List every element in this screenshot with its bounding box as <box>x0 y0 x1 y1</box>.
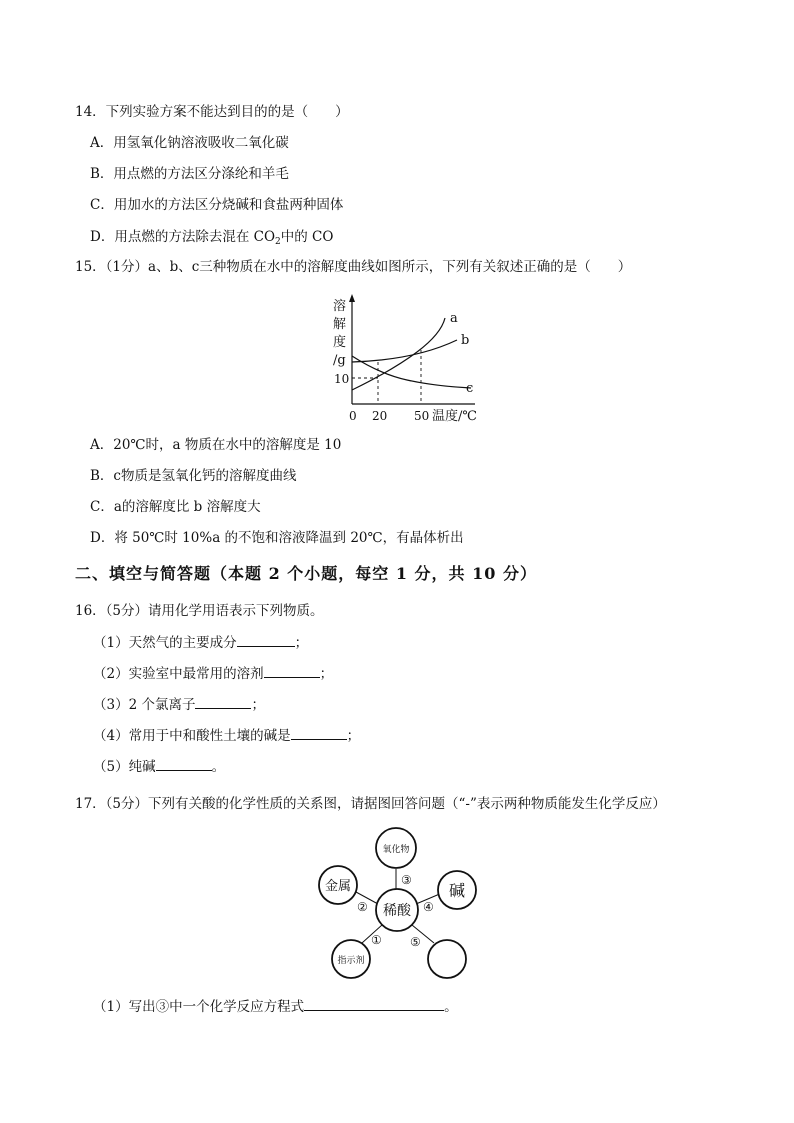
answer-blank-1[interactable] <box>237 634 295 647</box>
q16-item-1: （1）天然气的主要成分 ； <box>93 635 309 651</box>
node-bottom-left-label: 指示剂 <box>337 956 365 966</box>
answer-blank-4[interactable] <box>291 727 347 740</box>
q14-option-a: A．用氢氧化钠溶液吸收二氧化碳 <box>90 135 289 151</box>
graph-ylabel-1: 溶 <box>333 299 347 314</box>
node-center-label: 稀酸 <box>383 903 411 919</box>
q17-question-1: （1）写出③中一个化学反应方程式 。 <box>93 999 458 1015</box>
q16-item-4: （4）常用于中和酸性土壤的碱是 ； <box>93 728 361 744</box>
q16-stem: 16．（5分）请用化学用语表示下列物质。 <box>75 603 324 619</box>
q16-item-3: （3）2 个氯离子 ； <box>93 697 265 713</box>
graph-ylabel-2: 解 <box>333 317 347 332</box>
answer-blank-5[interactable] <box>156 758 212 771</box>
q15-option-a: A．20℃时，a 物质在水中的溶解度是 10 <box>90 437 342 453</box>
reaction-3-number: ③ <box>401 873 412 887</box>
answer-blank-equation[interactable] <box>304 998 444 1011</box>
graph-xlabel: 温度/℃ <box>432 409 477 424</box>
curve-c-label: c <box>466 381 474 396</box>
node-left-label: 金属 <box>324 879 352 894</box>
reaction-2-number: ② <box>357 900 368 914</box>
node-bottom-right <box>428 940 466 978</box>
q15-stem: 15．（1分）a、b、c三种物质在水中的溶解度曲线如图所示，下列有关叙述正确的是（ ） <box>75 259 632 275</box>
curve-b <box>352 340 457 362</box>
curve-b-label: b <box>461 333 470 348</box>
q16-item-2: （2）实验室中最常用的溶剂 ； <box>93 666 334 682</box>
acid-properties-diagram <box>310 825 490 985</box>
graph-y10-label: 10 <box>334 372 350 386</box>
curve-a <box>352 318 445 390</box>
solubility-curve-graph <box>325 292 485 428</box>
graph-ylabel-4: /g <box>333 353 346 368</box>
node-top-label: 氧化物 <box>382 845 410 855</box>
q14-option-c: C．用加水的方法区分烧碱和食盐两种固体 <box>90 197 344 213</box>
node-right-label: 碱 <box>448 881 466 900</box>
q14-option-d: D．用点燃的方法除去混在 $CO_2$中的 CO <box>90 229 334 247</box>
section2-title: 二、填空与简答题（本题 2 个小题，每空 1 分，共 10 分） <box>75 564 537 583</box>
graph-x50-label: 50 <box>414 409 430 423</box>
answer-blank-2[interactable] <box>264 665 320 678</box>
q15-option-c: C．a的溶解度比 b 溶解度大 <box>90 499 261 515</box>
q17-stem: 17．（5分）下列有关酸的化学性质的关系图，请据图回答问题（“-”表示两种物质能发生化学反应） <box>75 796 666 812</box>
answer-blank-3[interactable] <box>195 696 251 709</box>
reaction-4-number: ④ <box>423 900 434 914</box>
q14-stem: 14．下列实验方案不能达到目的的是（ ） <box>75 104 349 120</box>
graph-ylabel-3: 度 <box>333 335 347 350</box>
q15-option-d: D．将 50℃时 10%a 的不饱和溶液降温到 20℃，有晶体析出 <box>90 530 464 546</box>
graph-x20-label: 20 <box>372 409 388 423</box>
curve-a-label: a <box>450 311 458 326</box>
graph-y-arrow <box>349 294 355 302</box>
reaction-5-number: ⑤ <box>410 935 421 949</box>
q14-option-b: B．用点燃的方法区分涤纶和羊毛 <box>90 166 289 182</box>
q15-option-b: B．c物质是氢氧化钙的溶解度曲线 <box>90 468 297 484</box>
reaction-1-number: ① <box>371 933 382 947</box>
graph-x0-label: 0 <box>349 409 357 423</box>
q16-item-5: （5）纯碱 。 <box>93 759 226 775</box>
